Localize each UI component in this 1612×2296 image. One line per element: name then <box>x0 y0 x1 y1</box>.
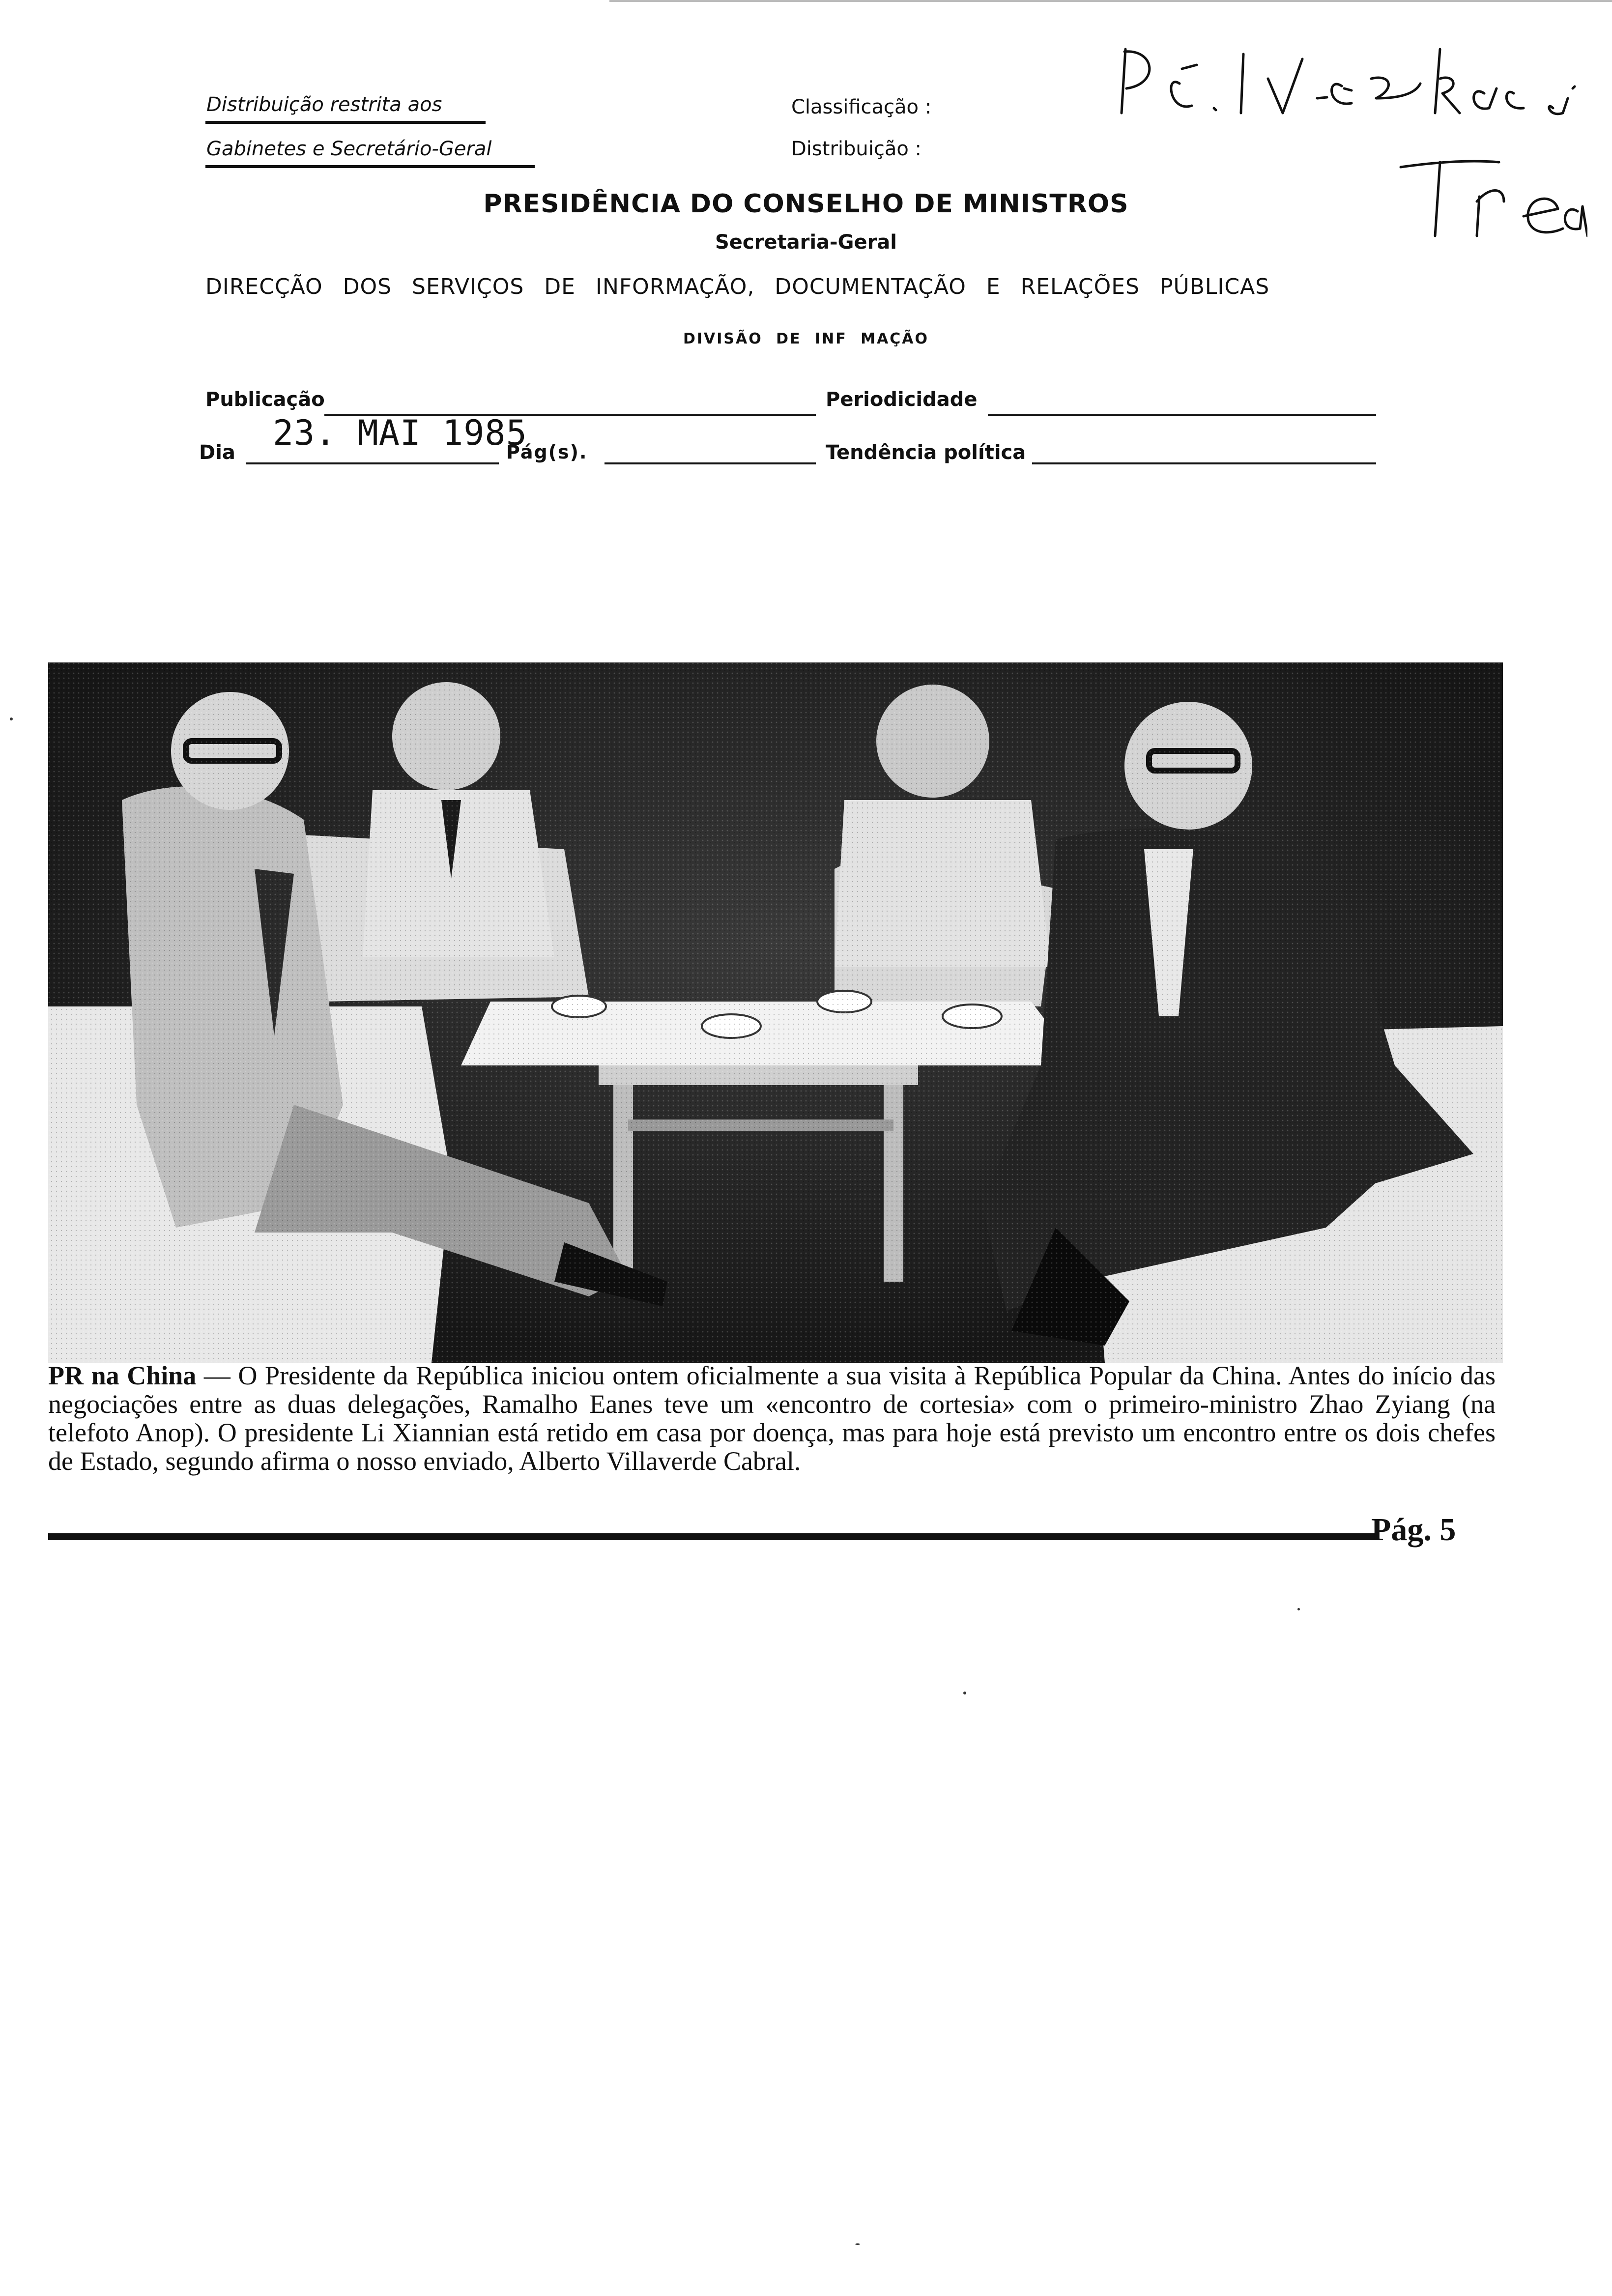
photo-scene <box>48 662 1503 1363</box>
political-tendency-field-line <box>1032 462 1376 464</box>
pages-label: Pág(s). <box>506 441 588 463</box>
classification-label: Classificação : <box>791 96 932 118</box>
page-reference: Pág. 5 <box>1371 1512 1456 1548</box>
distribution-restriction-line1: Distribuição restrita aos <box>206 93 442 116</box>
underline-rule <box>205 165 535 168</box>
handwritten-annotation <box>1096 39 1587 246</box>
secretariat-subtitle: Secretaria-Geral <box>715 231 897 254</box>
caption-rule <box>48 1533 1375 1540</box>
scan-speck <box>10 718 13 720</box>
periodicity-field-line <box>988 414 1376 416</box>
directorate-title: DIRECÇÃO DOS SERVIÇOS DE INFORMAÇÃO, DOCUMENTAÇÃO E RELAÇÕES PÚBLICAS <box>205 274 1270 299</box>
caption-lead: PR na China <box>48 1361 197 1390</box>
organization-title: PRESIDÊNCIA DO CONSELHO DE MINISTROS <box>483 189 1129 219</box>
date-stamp: 23. MAI 1985 <box>273 413 527 453</box>
distribution-label: Distribuição : <box>791 138 922 160</box>
news-photo <box>48 662 1503 1363</box>
scan-speck <box>963 1692 966 1694</box>
distribution-restriction-line2: Gabinetes e Secretário-Geral <box>206 138 492 160</box>
underline-rule <box>205 121 486 124</box>
scan-speck <box>855 2243 860 2245</box>
division-title: DIVISÃO DE INF MAÇÃO <box>683 330 929 347</box>
day-field-line <box>246 462 499 464</box>
scan-speck <box>1297 1608 1300 1610</box>
publication-label: Publicação <box>205 388 325 411</box>
caption-body: — O Presidente da República iniciou ontem oficialmente a sua visita à República Popular da China. Antes do início das negociações entre as duas delegações, Ramalho Eanes teve um «encontro de cortesia» com o primeiro-ministro Zhao Zyiang (na telefoto Anop). O presidente Li Xiannian está retido em casa por doença, mas para hoje está previsto um encontro entre os dois chefes de Estado, segundo afirma o nosso enviado, Alberto Villaverde Cabral. <box>48 1361 1496 1476</box>
pages-field-line <box>604 462 816 464</box>
periodicity-label: Periodicidade <box>826 388 978 411</box>
political-tendency-label: Tendência política <box>826 441 1026 464</box>
photo-caption <box>48 1361 1496 1475</box>
scan-edge-line <box>609 0 1612 2</box>
day-label: Dia <box>199 441 235 464</box>
